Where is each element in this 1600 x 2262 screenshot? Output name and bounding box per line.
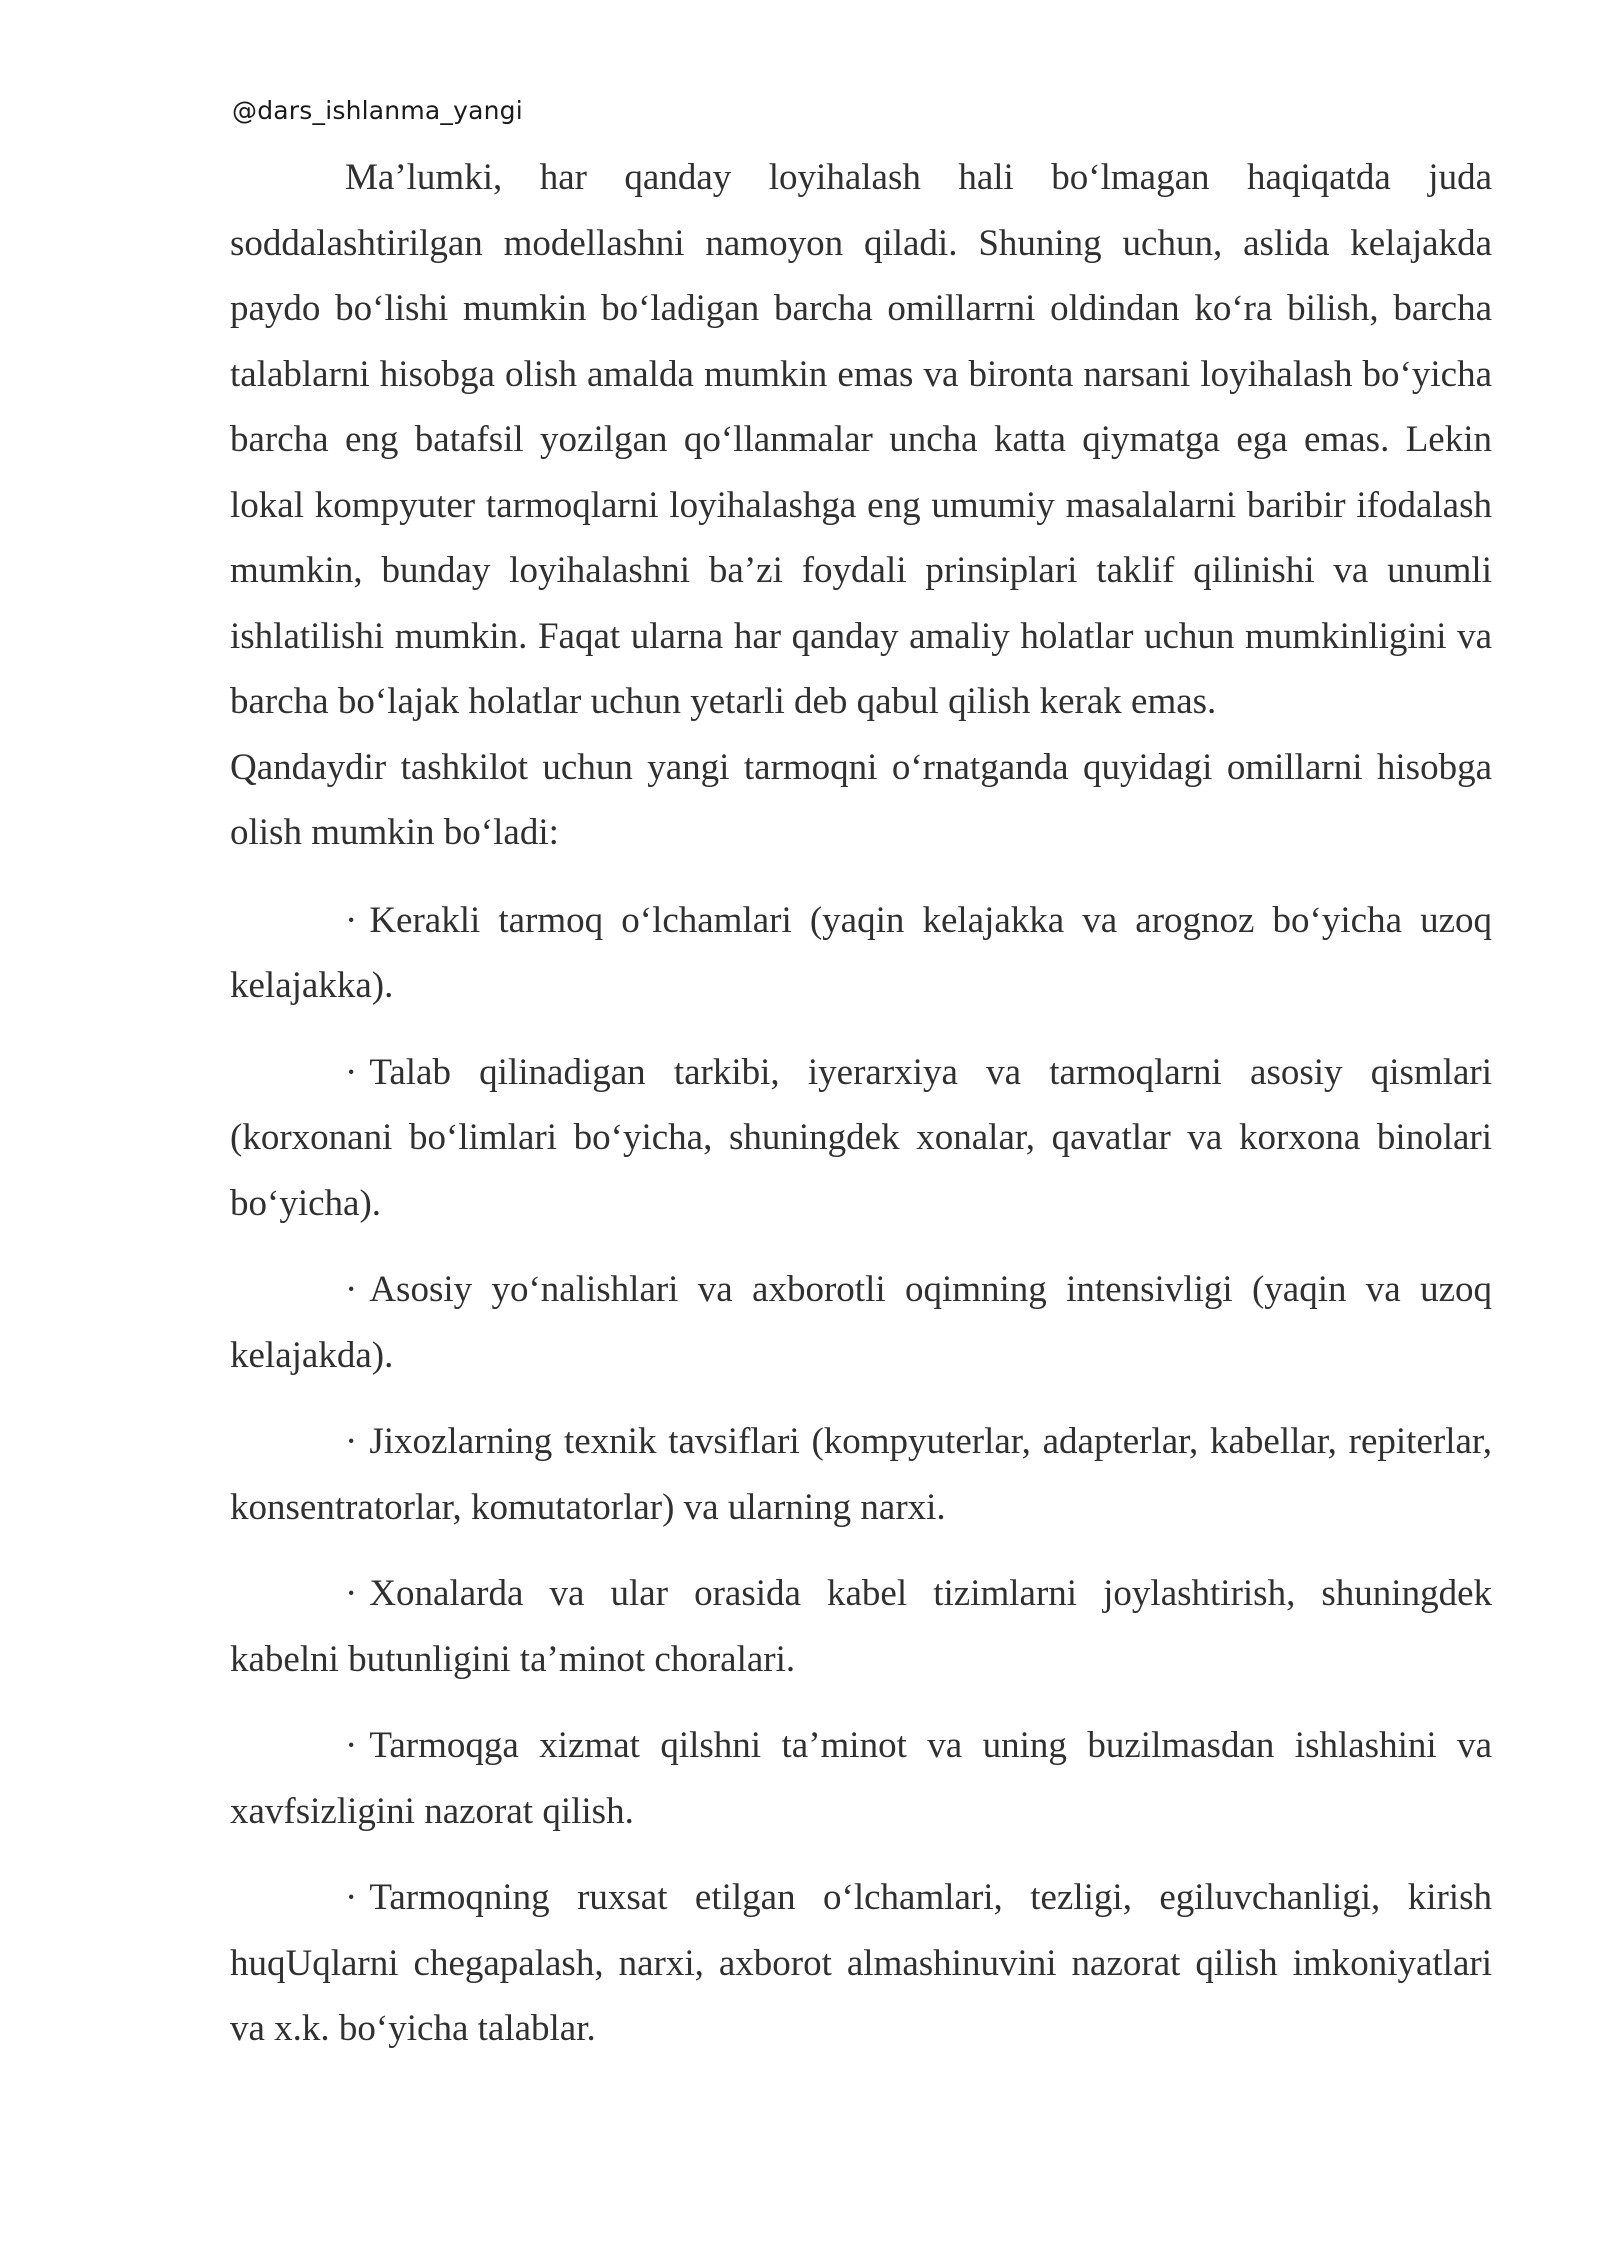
list-item-text: Jixozlarning texnik tavsiflari (kompyuterlar, adapterlar, kabellar, repiterlar, konsentratorlar, komutatorlar) va ularning narxi. — [230, 1421, 1492, 1528]
channel-handle: @dars_ishlanma_yangi — [232, 96, 523, 125]
factors-list — [230, 888, 1492, 2062]
list-item — [230, 1409, 1492, 1540]
list-item-text: Asosiy yo‘nalishlari va axborotli oqimning intensivligi (yaqin va uzoq kelajakda). — [230, 1269, 1492, 1376]
bullet-icon: · — [345, 1269, 358, 1310]
document-body — [230, 145, 1492, 2083]
list-item-text: Xonalarda va ular orasida kabel tizimlarni joylashtirish, shuningdek kabelni butunligini ta’minot choralari. — [230, 1573, 1492, 1680]
list-item-text: Kerakli tarmoq o‘lchamlari (yaqin kelajakka va arognoz bo‘yicha uzoq kelajakka). — [230, 899, 1492, 1006]
list-item-text: Talab qilinadigan tarkibi, iyerarxiya va tarmoqlarni asosiy qismlari (korxonani bo‘limlari bo‘yicha, shuningdek xonalar, qavatlar va korxona binolari bo‘yicha). — [230, 1051, 1492, 1224]
bullet-icon: · — [345, 899, 358, 941]
bullet-icon: · — [345, 1877, 358, 1918]
bullet-icon: · — [345, 1421, 358, 1462]
list-item-text: Tarmoqga xizmat qilshni ta’minot va uning buzilmasdan ishlashini va xavfsizligini nazorat qilish. — [230, 1725, 1492, 1832]
intro-paragraph: Ma’lumki, har qanday loyihalash hali bo‘lmagan haqiqatda juda soddalashtirilgan modellashni namoyon qiladi. Shuning uchun, aslida kelajakda paydo bo‘lishi mumkin bo‘ladigan barcha omillarrni oldindan ko‘ra bilish, barcha talablarni hisobga olish amalda mumkin emas va bironta narsani loyihalash bo‘yicha barcha eng batafsil yozilgan qo‘llanmalar uncha katta qiymatga ega emas. Lekin lokal kompyuter tarmoqlarni loyihalashga eng umumiy masalalarni baribir ifodalash mumkin, bunday loyihalashni ba’zi foydali prinsiplari taklif qilinishi va unumli ishlatilishi mumkin. Faqat ularna har qanday amaliy holatlar uchun mumkinligini va barcha bo‘lajak holatlar uchun yetarli deb qabul qilish kerak emas. — [230, 157, 1492, 722]
list-item — [230, 1040, 1492, 1237]
bullet-icon: · — [345, 1051, 358, 1093]
bullet-icon: · — [345, 1573, 358, 1614]
bullet-icon: · — [345, 1725, 358, 1766]
list-item — [230, 1865, 1492, 2062]
list-item — [230, 1257, 1492, 1388]
list-item — [230, 1561, 1492, 1692]
list-item-text: Tarmoqning ruxsat etilgan o‘lchamlari, tezligi, egiluvchanligi, kirish huqUqlarni chegapalash, narxi, axborot almashinuvini nazorat qilish imkoniyatlari va x.k. bo‘yicha talablar. — [230, 1877, 1492, 2049]
list-item — [230, 888, 1492, 1019]
factors-intro-paragraph: Qandaydir tashkilot uchun yangi tarmoqni o‘rnatganda quyidagi omillarni hisobga olish mumkin bo‘ladi: — [230, 746, 1492, 853]
list-item — [230, 1713, 1492, 1844]
